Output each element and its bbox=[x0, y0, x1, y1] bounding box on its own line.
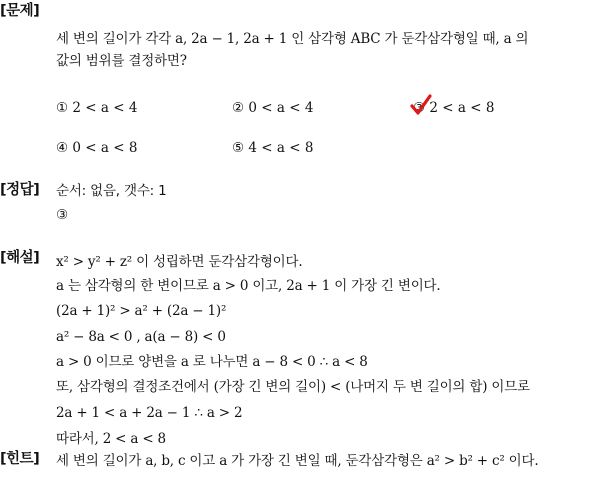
explanation-line: 따라서, 2 < a < 8 bbox=[56, 431, 166, 447]
hint-label: [힌트] bbox=[0, 451, 40, 467]
problem-label: [문제] bbox=[0, 3, 40, 19]
problem-text-line-1: 세 변의 길이가 각각 a, 2a − 1, 2a + 1 인 삼각형 ABC 가 둔각삼각형일 때, a 의 bbox=[56, 31, 529, 47]
answer-label: [정답] bbox=[0, 182, 40, 198]
explanation-line: 2a + 1 < a + 2a − 1 ∴ a > 2 bbox=[56, 405, 243, 421]
explanation-line: (2a + 1)² > a² + (2a − 1)² bbox=[56, 303, 227, 319]
problem-text-line-2: 값의 범위를 결정하면? bbox=[56, 53, 187, 69]
explanation-label: [해설] bbox=[0, 250, 40, 266]
explanation-line: a² − 8a < 0 , a(a − 8) < 0 bbox=[56, 329, 226, 345]
explanation-line: a > 0 이므로 양변을 a 로 나누면 a − 8 < 0 ∴ a < 8 bbox=[56, 354, 368, 370]
choice-5[interactable]: ⑤ 4 < a < 8 bbox=[232, 140, 314, 156]
choice-2[interactable]: ② 0 < a < 4 bbox=[232, 100, 314, 116]
choice-3[interactable]: ③ 2 < a < 8 bbox=[413, 100, 495, 116]
answer-choice: ③ bbox=[56, 207, 68, 223]
explanation-line: x² > y² + z² 이 성립하면 둔각삼각형이다. bbox=[56, 254, 303, 270]
check-mark-icon bbox=[410, 94, 432, 116]
explanation-line: a 는 삼각형의 한 변이므로 a > 0 이고, 2a + 1 이 가장 긴 변이다. bbox=[56, 278, 441, 294]
explanation-line: 또, 삼각형의 결정조건에서 (가장 긴 변의 길이) < (나머지 두 변 길이의 합) 이므로 bbox=[56, 379, 530, 395]
answer-order-count: 순서: 없음, 갯수: 1 bbox=[56, 183, 167, 199]
choice-1[interactable]: ① 2 < a < 4 bbox=[56, 100, 138, 116]
choice-4[interactable]: ④ 0 < a < 8 bbox=[56, 140, 138, 156]
hint-text: 세 변의 길이가 a, b, c 이고 a 가 가장 긴 변일 때, 둔각삼각형은 a² > b² + c² 이다. bbox=[56, 453, 539, 469]
